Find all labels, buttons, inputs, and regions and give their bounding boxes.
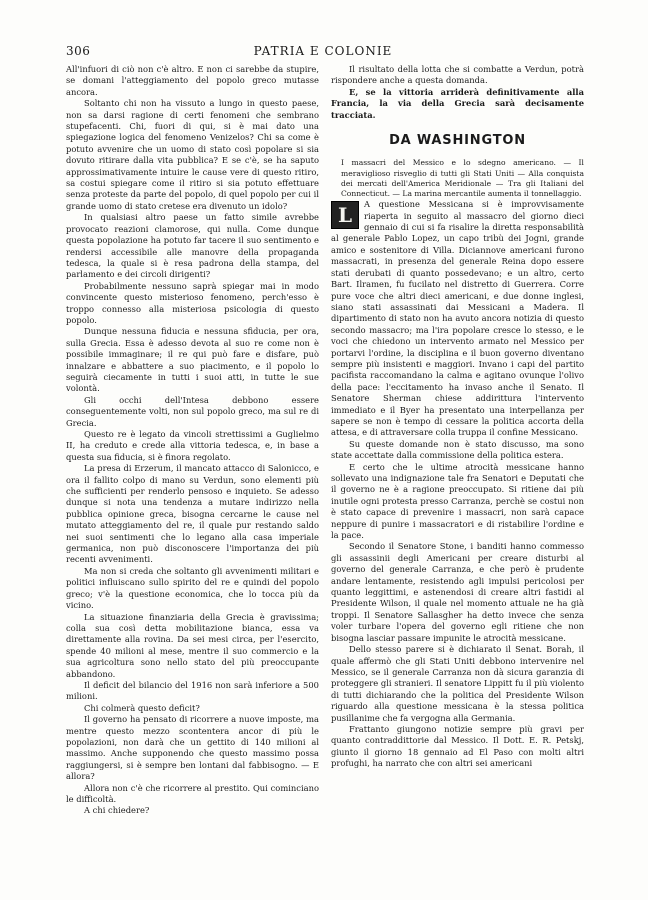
paragraph: All'infuori di ciò non c'è altro. E non ci sarebbe da stupire, se domani l'atteggiamento del popolo greco mutasse ancora. (66, 64, 319, 97)
paragraph: Soltanto chi non ha vissuto a lungo in questo paese, non sa darsi ragione di certi fenomeni che sembrano stupefacenti. Chi, fuori di qui, si è mai dato una spiegazione logica del fenomeno Venizelos? Chi sa come è potuto avvenire che un uomo di stato così popolare si sia dovuto ritirare dalla vita pubblica? E se c'è, se ha saputo approssimativamente intuire le cause vere di questo ritiro, sa costui spiegare come il ritiro si sia potuto effettuare senza proteste da parte del popolo, di quel popolo per cui il grande uomo di stato cretese era divenuto un idolo? (66, 98, 319, 211)
running-header (66, 44, 580, 60)
left-column (66, 64, 319, 817)
lead-paragraph (331, 199, 584, 439)
paragraph: Chi colmerà questo deficit? (84, 702, 200, 713)
section-title: DA WASHINGTON (389, 133, 526, 149)
section-summary: I massacri del Messico e lo sdegno americano. — Il meraviglioso risveglio di tutti gli Stati Uniti — Alla conquista dei mercati dell'America Meridionale — Tra gli Italiani del Connecticut. — La marina mercantile aumenta il tonnellaggio. (341, 158, 584, 199)
paragraph: Ma non si creda che soltanto gli avvenimenti militari e politici influiscano sullo spirito del re e quindi del popolo greco; v'è la questione economica, che lo tocca più da vicino. (66, 565, 319, 611)
paragraph: Il risultato della lotta che si combatte a Verdun, potrà rispondere anche a questa domanda. (331, 64, 584, 86)
paragraph: Frattanto giungono notizie sempre più gravi per quanto contraddittorie dal Messico. Il Dott. E. R. Petskj, giunto il giorno 18 gennaio ad El Paso con molti altri profughi, ha narrato che con altri sei americani (331, 723, 584, 769)
drop-cap-letter: L (337, 203, 353, 228)
paragraph: Il governo ha pensato di ricorrere a nuove imposte, ma mentre questo mezzo scontentera ancor di più le popolazioni, non darà che un gettito di 140 milioni al massimo. Anche supponendo che questo massimo possa raggiungersi, si è sempre ben lontani dal fabbisogno. — E allora? (66, 714, 319, 782)
right-column (331, 64, 584, 770)
paragraph: Questo re è legato da vincoli strettissimi a Guglielmo II, ha creduto e crede alla vittoria tedesca, e, in base a questa sua fiducia, si è finora regolato. (66, 429, 319, 462)
paragraph: In qualsiasi altro paese un fatto simile avrebbe provocato reazioni clamorose, qui nulla. Come dunque questa popolazione ha potuto far tacere il suo sentimento e rendersi accessibile alle manovre della propaganda tedesca, la quale si è resa padrona della stampa, del parlamento e dei circoli dirigenti? (66, 212, 319, 280)
paragraph: Allora non c'è che ricorrere al prestito. Qui cominciano le difficoltà. (66, 782, 319, 804)
paragraph: La presa di Erzerum, il mancato attacco di Salonicco, e ora il fallito colpo di mano su Verdun, sono elementi più che sufficienti per renderlo pensoso e inquieto. Se adesso dunque si nota una tendenza a mutare indirizzo nella pubblica opinione greca, bisogna cercarne le cause nel mutato atteggiamento del re, il quale pur restando saldo nei suoi sentimenti che lo legano alla casa imperiale germanica, non può disconoscere l'importanza dei più recenti avvenimenti. (66, 463, 319, 565)
paragraph: Dello stesso parere si è dichiarato il Senat. Borah, il quale affermò che gli Stati Uniti debbono intervenire nel Messico, se il generale Carranza non dà sicura garanzia di proteggere gli stranieri. Il senatore Lippitt fu il più violento di tutti dichiarando che la politica del Presidente Wilson riguardo alla questione messicana è la stessa politica pusillanime che fa vergogna alla Germania. (331, 644, 584, 723)
page-number: 306 (66, 44, 91, 58)
paragraph: Probabilmente nessuno saprà spiegar mai in modo convincente questo misterioso fenomeno, perch'esso è troppo connesso alla misteriosa psicologia di questo popolo. (66, 280, 319, 325)
paragraph: A chi chiedere? (84, 805, 150, 816)
paragraph: Dunque nessuna fiducia e nessuna sfiducia, per ora, sulla Grecia. Essa è adesso devota al suo re come non è possibile immaginare; il re qui può fare e disfare, può innalzare e abbattere a suo piacimento, e il popolo lo seguirà ciecamente in tutti i suoi atti, in tutte le sue volontà. (66, 326, 319, 394)
paragraph: La situazione finanziaria della Grecia è gravissima; colla sua così detta mobilitazione bianca, essa va direttamente alla rovina. Da sei mesi circa, per l'esercito, spende 40 milioni al mese, mentre il suo commercio e la sua agricoltura sono nello stato del più preoccupante abbandono. (66, 611, 319, 679)
drop-cap-ornament (331, 201, 359, 229)
paragraph: Gli occhi dell'Intesa debbono essere conseguentemente volti, non sul popolo greco, ma sul re di Grecia. (66, 394, 319, 428)
paragraph: Su queste domande non è stato discusso, ma sono state accettate dalla commissione della politica estera. (331, 438, 584, 461)
lead-paragraph-text: A questione Messicana si è improvvisamente riaperta in seguito al massacro del giorno dieci gennaio di cui si fa risalire la diretta responsabilità al generale Pablo Lopez, un capo tribù dei Jogni, grande amico e sostenitore di Villa. Diciannove americani furono massacrati, in presenza del generale Reina dopo essere stati derubati di quanto possedevano; e un altro, certo Bart. Ilramen, fu fucilato nel distretto di Guerrera. Corre pure voce che altri dieci americani, e due donne inglesi, siano stati assassinati dai Messicani a Madera. Il dipartimento di stato non ha avuto ancora notizia di questo secondo massacro; ma l'ira popolare cresce lo stesso, e le voci che chiedono un intervento armato nel Messico per portarvi l'ordine, la disciplina e il buon governo diventano sempre più insistenti e maggiori. Invano i capi del partito pacifista raccomandano la calma e agitano ovunque l'olivo della pace: l'eccitamento ha invaso anche il Senato. Il Senatore Sherman chiese addirittura l'intervento immediato e il Byer ha presentato una interpellanza per sapere se non è tempo di cessare la politica accorta della attesa, e di attraversare colla truppa il confine Messicano. (331, 199, 584, 438)
paragraph: E, se la vittoria arriderà definitivamente alla Francia, la via della Grecia sarà decisamente tracciata. (331, 86, 584, 120)
journal-title: PATRIA E COLONIE (253, 44, 393, 58)
paragraph: Il deficit del bilancio del 1916 non sarà inferiore a 500 milioni. (66, 679, 319, 702)
paragraph: E certo che le ultime atrocità messicane hanno sollevato una indignazione tale fra Senatori e Deputati che il governo ne è a ragione preoccupato. Si ritiene dai più inutile ogni protesta presso Carranza, perchè se costui non è stato capace di prevenire i massacri, non sarà capace neppure di punire i massacratori e di ristabilire l'ordine e la pace. (331, 461, 584, 541)
paragraph: Secondo il Senatore Stone, i banditi hanno commesso gli assassinii degli Americani per creare disturbi al governo del generale Carranza, e che però è prudente andare lentamente, resistendo agli impulsi pericolosi per quanto leggittimi, e astenendosi di creare altri fastidi al Presidente Wilson, il quale nel momento attuale ne ha già troppi. Il Senatore Sallasgher ha detto invece che senza voler turbare l'opera del governo egli ritiene che non bisogna lasciar passare impunite le atrocità messicane. (331, 541, 584, 643)
